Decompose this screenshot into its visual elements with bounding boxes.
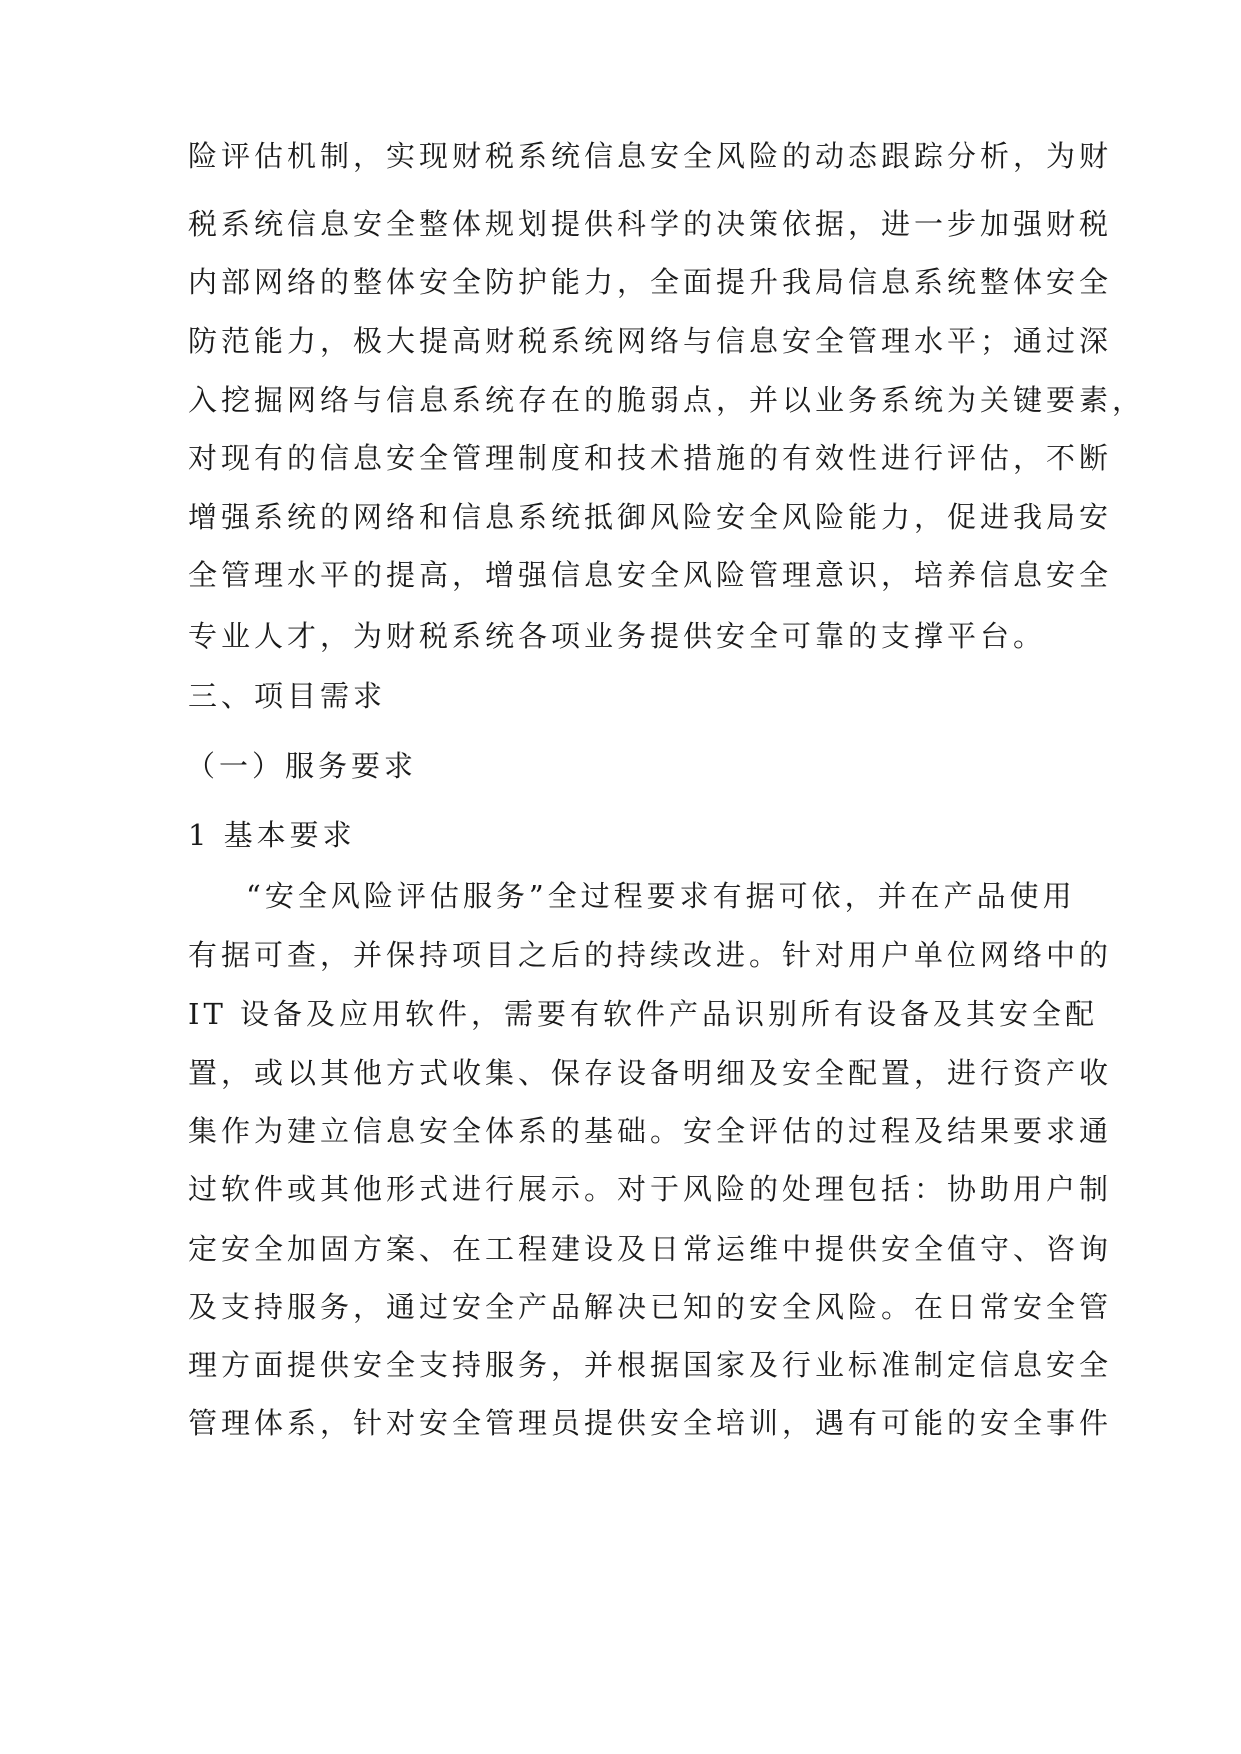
- paragraph-line: 内部网络的整体安全防护能力，全面提升我局信息系统整体安全: [188, 265, 1113, 299]
- paragraph-line: 险评估机制，实现财税系统信息安全风险的动态跟踪分析，为财: [188, 139, 1113, 173]
- paragraph-line: 过软件或其他形式进行展示。对于风险的处理包括：协助用户制: [188, 1172, 1113, 1206]
- paragraph-line: 增强系统的网络和信息系统抵御风险安全风险能力，促进我局安: [188, 500, 1113, 534]
- paragraph-line: 对现有的信息安全管理制度和技术措施的有效性进行评估，不断: [188, 441, 1113, 475]
- subsection-heading: （一）服务要求: [186, 749, 418, 783]
- paragraph-line: 管理体系，针对安全管理员提供安全培训，遇有可能的安全事件: [188, 1406, 1113, 1440]
- paragraph-line: 税系统信息安全整体规划提供科学的决策依据，进一步加强财税: [188, 207, 1113, 241]
- paragraph-line: 专业人才，为财税系统各项业务提供安全可靠的支撑平台。: [188, 619, 1047, 653]
- paragraph-line: 入挖掘网络与信息系统存在的脆弱点，并以业务系统为关键要素，: [188, 383, 1146, 417]
- paragraph-line: 定安全加固方案、在工程建设及日常运维中提供安全值守、咨询: [188, 1232, 1113, 1266]
- paragraph-line: 理方面提供安全支持服务，并根据国家及行业标准制定信息安全: [188, 1348, 1113, 1382]
- paragraph-line: 有据可查，并保持项目之后的持续改进。针对用户单位网络中的: [188, 938, 1113, 972]
- section-heading: 三、项目需求: [188, 679, 387, 713]
- paragraph-line: “安全风险评估服务”全过程要求有据可依，并在产品使用: [246, 879, 1076, 913]
- paragraph-line: 置，或以其他方式收集、保存设备明细及安全配置，进行资产收: [188, 1056, 1113, 1090]
- paragraph-line: 全管理水平的提高，增强信息安全风险管理意识，培养信息安全: [188, 558, 1113, 592]
- paragraph-line: 及支持服务，通过安全产品解决已知的安全风险。在日常安全管: [188, 1290, 1113, 1324]
- item-heading: 1 基本要求: [188, 818, 356, 852]
- paragraph-line: 集作为建立信息安全体系的基础。安全评估的过程及结果要求通: [188, 1114, 1113, 1148]
- paragraph-line: IT 设备及应用软件，需要有软件产品识别所有设备及其安全配: [188, 997, 1099, 1031]
- paragraph-line: 防范能力，极大提高财税系统网络与信息安全管理水平；通过深: [188, 324, 1113, 358]
